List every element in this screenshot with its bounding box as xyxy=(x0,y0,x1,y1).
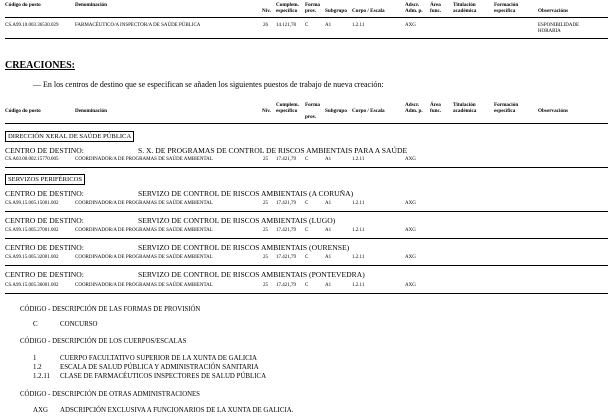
centro-3-nivel: 25 xyxy=(263,255,268,260)
col-header-formacion-1: Formación xyxy=(494,2,519,8)
col-header-titulacion-1: Titulación xyxy=(453,2,476,8)
centro-label-1: CENTRO DE DESTINO: xyxy=(5,189,84,198)
col-header-corpo: Corpo / Escala xyxy=(352,8,385,14)
centro-2-rule xyxy=(5,238,608,239)
centro-0-codigo: CS.A03.00.002.15770.005 xyxy=(5,157,59,162)
box-servizos-perifericos: SERVIZOS PERIFÉRICOS xyxy=(5,174,85,185)
col-header-forma-2: prov. xyxy=(305,8,317,14)
centro-0-subgrupo: A1 xyxy=(325,157,332,162)
top-row-nivel: 26 xyxy=(263,23,268,28)
col-header-nivel: Nív. xyxy=(262,8,271,14)
top-row-codigo: CS.A99.10.003.36530.029 xyxy=(5,23,59,28)
centro-1-complemento: 17.421,79 xyxy=(276,201,296,206)
centro-0-corpo: 1.2.11 xyxy=(352,157,365,162)
centro-2-adscr: AXG xyxy=(405,228,416,233)
col-header-forma-2a: Forma xyxy=(305,102,320,108)
top-row-rule xyxy=(5,38,608,39)
centro-0-rule xyxy=(5,167,608,168)
col-header-complemento-2b: específico xyxy=(276,108,298,114)
legend-cuerpo-desc-0: CUERPO FACULTATIVO SUPERIOR DE LA XUNTA DE GALICIA xyxy=(60,355,258,362)
header-rule xyxy=(5,17,608,18)
col-header-formacion-2b: específica xyxy=(494,108,516,114)
legend-cuerpo-desc-2: CLASE DE FARMACÉUTICOS INSPECTORES DE SALUD PÚBLICA xyxy=(60,373,267,380)
centro-label-4: CENTRO DE DESTINO: xyxy=(5,270,84,279)
col-header-area-2: func. xyxy=(430,8,442,14)
centro-4-rule xyxy=(5,293,608,294)
centro-1-adscr: AXG xyxy=(405,201,416,206)
centro-0-forma: C xyxy=(305,157,309,162)
centro-4-denominacion: COORDINADOR/A DE PROGRAMAS DE SAÚDE AMBIENTAL xyxy=(75,283,213,288)
centro-4-corpo: 1.2.11 xyxy=(352,283,365,288)
col-header-subgrupo: Subgrupo xyxy=(325,8,347,14)
top-row-observacions-1: ESPONIBILIDADE xyxy=(538,23,580,28)
col-header-titulacion-2b: académica xyxy=(453,108,477,114)
centro-1-subgrupo: A1 xyxy=(325,201,332,206)
centro-0-complemento: 17.421,79 xyxy=(276,157,296,162)
centro-3-forma: C xyxy=(305,255,309,260)
col-header-denominacion: Denominación xyxy=(75,2,107,8)
centro-3-corpo: 1.2.11 xyxy=(352,255,365,260)
col-header-area-2a: Área xyxy=(430,102,441,108)
col-header-titulacion-2a: Titulación xyxy=(453,102,476,108)
centro-0-adscr: AXG xyxy=(405,157,416,162)
col-header-subgrupo-2: Subgrupo xyxy=(325,108,347,114)
centro-1-nivel: 25 xyxy=(263,201,268,206)
centro-0-denominacion: COORDINADOR/A DE PROGRAMAS DE SAÚDE AMBIENTAL xyxy=(75,157,213,162)
centro-name-3: SERVIZO DE CONTROL DE RISCOS AMBIENTAIS (OURENSE) xyxy=(138,243,350,252)
centro-2-codigo: CS.A99.15.005.27001.002 xyxy=(5,228,59,233)
col-header-codigo-2: Código do posto xyxy=(5,108,41,114)
legend-forma-desc-0: CONCURSO xyxy=(60,321,98,328)
col-header-adscr-2a: Adscr. xyxy=(405,102,420,108)
col-header-adscr-1: Adscr. xyxy=(405,2,420,8)
centro-4-complemento: 17.421,79 xyxy=(276,283,296,288)
top-row-observacions-2: HORARIA xyxy=(538,29,561,34)
col-header-forma-1: Forma xyxy=(305,2,320,8)
centro-name-4: SERVIZO DE CONTROL DE RISCOS AMBIENTAIS (PONTEVEDRA) xyxy=(138,270,365,279)
top-row-subgrupo: A1 xyxy=(325,23,332,28)
centro-1-denominacion: COORDINADOR/A DE PROGRAMAS DE SAÚDE AMBIENTAL xyxy=(75,201,213,206)
centro-2-nivel: 25 xyxy=(263,228,268,233)
legend-otras-code-0: AXG xyxy=(33,407,48,414)
centro-2-complemento: 17.421,79 xyxy=(276,228,296,233)
centro-name-2: SERVIZO DE CONTROL DE RISCOS AMBIENTAIS (LUGO) xyxy=(138,216,336,225)
centro-2-corpo: 1.2.11 xyxy=(352,228,365,233)
centro-3-codigo: CS.A99.15.005.32001.002 xyxy=(5,255,59,260)
col-header-complemento-1: Complem. xyxy=(276,2,299,8)
centro-label-0: CENTRO DE DESTINO: xyxy=(5,146,84,155)
creaciones-title: CREACIONES: xyxy=(5,60,76,71)
centro-4-forma: C xyxy=(305,283,309,288)
legend-otras-title: CÓDIGO - DESCRIPCIÓN DE OTRAS ADMINISTRACIONES xyxy=(20,391,200,398)
centro-2-forma: C xyxy=(305,228,309,233)
col-header-area-2b: func. xyxy=(430,108,442,114)
col-header-area-1: Área xyxy=(430,2,441,8)
centro-3-complemento: 17.421,79 xyxy=(276,255,296,260)
col-header-adscr-2b: Adm. p. xyxy=(405,108,423,114)
centro-1-codigo: CS.A99.15.005.15001.002 xyxy=(5,201,59,206)
legend-cuerpo-code-1: 1.2 xyxy=(33,364,42,371)
centro-1-forma: C xyxy=(305,201,309,206)
box-direccion-xeral: DIRECCIÓN XERAL DE SAÚDE PÚBLICA xyxy=(5,131,134,142)
centro-3-rule xyxy=(5,265,608,266)
col-header-complemento-2: específico xyxy=(276,8,298,14)
centro-1-corpo: 1.2.11 xyxy=(352,201,365,206)
col-header-denominacion-2: Denominación xyxy=(75,108,107,114)
centro-4-codigo: CS.A99.15.005.36001.002 xyxy=(5,283,59,288)
top-row-corpo: 1.2.11 xyxy=(352,23,365,28)
centro-4-adscr: AXG xyxy=(405,283,416,288)
col-header-adscr-2: Adm. p. xyxy=(405,8,423,14)
top-row-adscr: AXG xyxy=(405,23,416,28)
col-header-observacions-2: Observacións xyxy=(538,108,568,114)
centro-2-subgrupo: A1 xyxy=(325,228,332,233)
creaciones-intro: — En los centros de destino que se especifican se añaden los siguientes puestos de trabajo de nueva creación: xyxy=(33,80,384,89)
legend-formas-title: CÓDIGO - DESCRIPCIÓN DE LAS FORMAS DE PROVISIÓN xyxy=(20,306,201,313)
legend-cuerpo-code-2: 1.2.11 xyxy=(33,373,50,380)
legend-cuerpo-code-0: 1 xyxy=(33,355,37,362)
col-header-formacion-2a: Formación xyxy=(494,102,519,108)
top-row-denominacion: FARMACÉUTICO/A INSPECTOR/A DE SAÚDE PÚBLICA xyxy=(75,23,201,28)
col-header-codigo: Código do posto xyxy=(5,2,41,8)
centro-3-adscr: AXG xyxy=(405,255,416,260)
header-rule-2 xyxy=(5,123,608,124)
legend-cuerpos-title: CÓDIGO - DESCRIPCIÓN DE LOS CUERPOS/ESCALAS xyxy=(20,338,187,345)
centro-4-nivel: 25 xyxy=(263,283,268,288)
col-header-complemento-2a: Complem. xyxy=(276,102,299,108)
centro-3-denominacion: COORDINADOR/A DE PROGRAMAS DE SAÚDE AMBIENTAL xyxy=(75,255,213,260)
top-row-complemento: 14.121,78 xyxy=(276,23,296,28)
centro-label-3: CENTRO DE DESTINO: xyxy=(5,243,84,252)
centro-0-nivel: 25 xyxy=(263,157,268,162)
legend-cuerpo-desc-1: ESCALA DE SALUD PÚBLICA Y ADMINISTRACIÓN SANITARIA xyxy=(60,364,259,371)
centro-name-1: SERVIZO DE CONTROL DE RISCOS AMBIENTAIS (A CORUÑA) xyxy=(138,189,354,198)
col-header-corpo-2: Corpo / Escala xyxy=(352,108,385,114)
col-header-titulacion-2: académica xyxy=(453,8,477,14)
top-row-forma: C xyxy=(305,23,309,28)
centro-4-subgrupo: A1 xyxy=(325,283,332,288)
centro-label-2: CENTRO DE DESTINO: xyxy=(5,216,84,225)
centro-3-subgrupo: A1 xyxy=(325,255,332,260)
centro-1-rule xyxy=(5,211,608,212)
legend-forma-code-0: C xyxy=(33,321,38,328)
legend-otras-desc-0: ADSCRIPCIÓN EXCLUSIVA A FUNCIONARIOS DE LA XUNTA DE GALICIA. xyxy=(60,407,294,414)
col-header-observacions: Observacións xyxy=(538,8,568,14)
col-header-forma-2b: prov. xyxy=(305,114,317,120)
col-header-nivel-2: Nív. xyxy=(262,108,271,114)
centro-name-0: S. X. DE PROGRAMAS DE CONTROL DE RISCOS AMBIENTAIS PARA A SAÚDE xyxy=(138,146,408,155)
col-header-formacion-2: específica xyxy=(494,8,516,14)
centro-2-denominacion: COORDINADOR/A DE PROGRAMAS DE SAÚDE AMBIENTAL xyxy=(75,228,213,233)
